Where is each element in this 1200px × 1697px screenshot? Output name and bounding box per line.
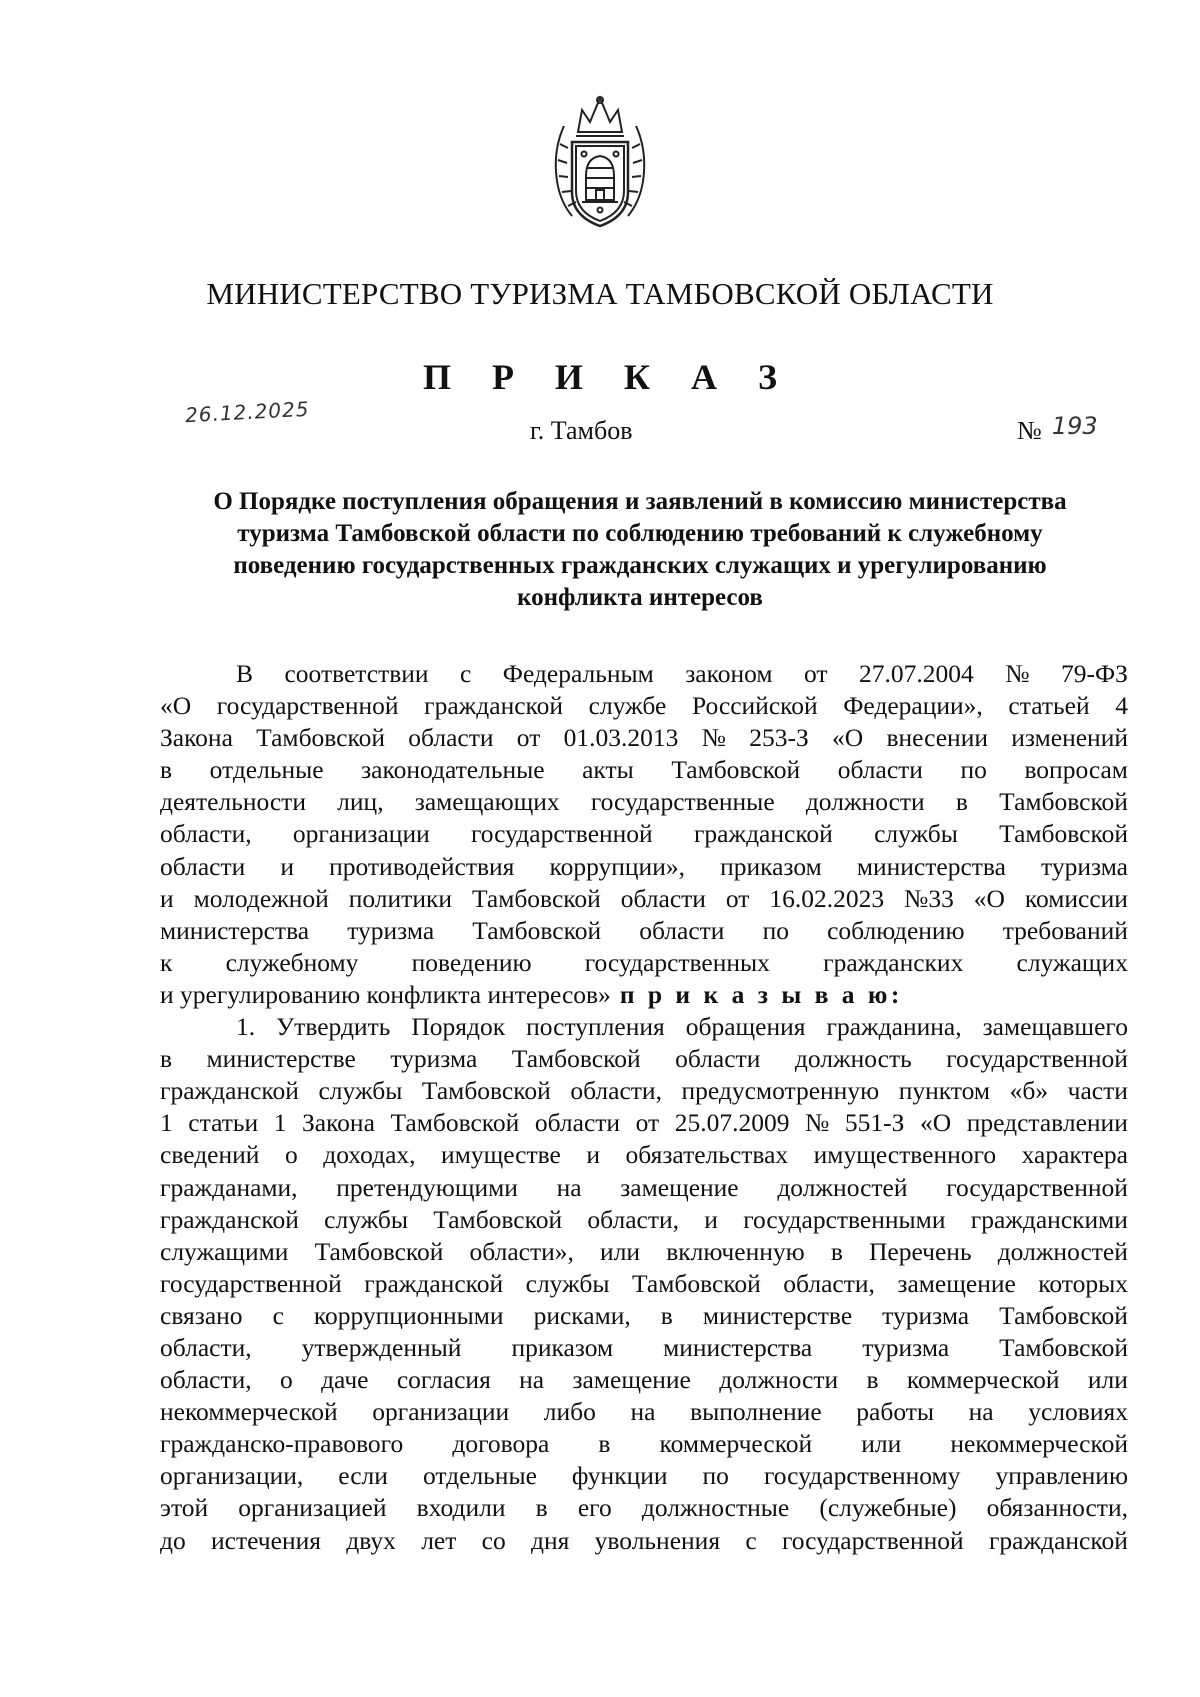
word: на — [519, 1365, 545, 1395]
order-subject — [150, 486, 1130, 614]
body-line — [160, 1236, 1128, 1268]
word: пунктом — [898, 1076, 991, 1106]
body-line — [160, 690, 1128, 722]
word: лет — [421, 1525, 457, 1555]
word: В — [236, 659, 254, 688]
tambov-coat-of-arms-icon — [548, 92, 652, 232]
handwritten-number: 193 — [1051, 412, 1098, 440]
word: 4 — [1115, 691, 1128, 721]
word: в — [660, 1300, 673, 1330]
order-directive: п р и к а з ы в а ю: — [619, 979, 903, 1009]
word: и — [704, 1204, 718, 1234]
word: области — [160, 851, 246, 881]
word: должности — [805, 787, 925, 817]
word: Тамбовской — [671, 755, 801, 785]
word: или — [1087, 1365, 1128, 1395]
word: по — [960, 755, 987, 785]
word: 27.07.2004 — [859, 659, 974, 688]
body-line — [160, 1268, 1128, 1300]
word: внесении — [886, 723, 988, 753]
word: до — [160, 1525, 186, 1555]
word: Тамбовской — [433, 1204, 563, 1234]
body-line — [160, 1460, 1128, 1492]
word: выполнение — [690, 1397, 822, 1427]
word: в — [866, 1365, 879, 1395]
word: по — [762, 915, 789, 945]
word: организации, — [160, 1461, 304, 1491]
subject-line: туризма Тамбовской области по соблюдению требований к служебному — [237, 520, 1043, 547]
word: с — [745, 1525, 757, 1555]
word: области, — [570, 1076, 662, 1106]
word: службы — [318, 1076, 403, 1106]
word: 1 — [160, 1108, 173, 1138]
word: службы — [525, 1268, 610, 1298]
word: акты — [582, 755, 634, 785]
word: увольнения — [594, 1525, 721, 1555]
word: области — [639, 915, 725, 945]
word: туризма — [390, 1044, 478, 1074]
subject-line: поведению государственных гражданских служащих и урегулированию — [233, 552, 1047, 579]
word: государственной — [216, 691, 399, 721]
word: обязательствах — [625, 1140, 789, 1170]
word: «б» — [1009, 1076, 1049, 1106]
word: замещающих — [414, 787, 560, 817]
word: №33 — [904, 883, 954, 913]
word: государственной — [470, 819, 653, 849]
word: молодежной — [193, 883, 329, 913]
word: включенную — [666, 1236, 805, 1266]
body-line — [160, 1492, 1128, 1524]
word: доходах, — [323, 1140, 416, 1170]
word: изменений — [1011, 723, 1128, 753]
word: области», — [469, 1236, 574, 1266]
word: и — [586, 1140, 601, 1170]
order-number — [1017, 412, 1098, 446]
word: коррупции», — [549, 851, 685, 881]
word: сведений — [160, 1140, 260, 1170]
body-line — [160, 1075, 1128, 1107]
word: некоммерческой — [950, 1429, 1128, 1459]
word: приказом — [511, 1332, 614, 1362]
word: Утвердить — [276, 1012, 391, 1042]
word: замещавшего — [982, 1012, 1128, 1042]
city-label: г. Тамбов — [530, 416, 633, 445]
word: о — [279, 1365, 293, 1395]
word: служащими — [160, 1236, 289, 1266]
body-line — [160, 883, 1128, 915]
word: статьи — [188, 1108, 259, 1138]
body-line — [160, 1396, 1128, 1428]
word: в — [830, 1236, 843, 1266]
body-line — [160, 915, 1128, 947]
word: Порядок — [411, 1012, 506, 1042]
subject-line: О Порядке поступления обращения и заявлений в комиссию министерства — [213, 488, 1067, 515]
word: Тамбовской — [472, 915, 602, 945]
clause-1-paragraph — [160, 1011, 1128, 1557]
word: со — [481, 1525, 506, 1555]
word: гражданской — [693, 819, 833, 849]
word: соблюдению — [827, 915, 965, 945]
word: претендующими — [336, 1172, 518, 1202]
word: 79-ФЗ — [1061, 659, 1128, 688]
word: от — [725, 883, 750, 913]
ministry-name: МИНИСТЕРСТВО ТУРИЗМА ТАМБОВСКОЙ ОБЛАСТИ — [206, 276, 994, 311]
word: соответствии — [284, 659, 429, 688]
word: должность — [794, 1044, 912, 1074]
word: «О — [973, 883, 1005, 913]
word: двух — [346, 1525, 396, 1555]
word: и — [280, 851, 294, 881]
word: гражданина, — [826, 1012, 962, 1042]
word: работы — [856, 1397, 935, 1427]
body-line — [160, 1139, 1128, 1171]
word: области — [837, 755, 923, 785]
word: имуществе — [441, 1140, 561, 1170]
word: лиц, — [337, 787, 384, 817]
word: (служебные) — [819, 1493, 957, 1523]
word: в — [535, 1493, 548, 1523]
word: организацией — [238, 1493, 387, 1523]
body-line — [160, 1300, 1128, 1332]
word: службе — [588, 691, 667, 721]
word: области — [675, 1044, 761, 1074]
word: требований — [1002, 915, 1128, 945]
word: гражданами, — [160, 1172, 298, 1202]
word: 1 — [273, 1108, 287, 1138]
word: согласия — [396, 1365, 491, 1395]
word: государственной — [160, 1268, 342, 1298]
word: или — [600, 1236, 641, 1266]
word: Закона — [160, 723, 233, 753]
word: области — [408, 723, 494, 753]
word: приказом — [720, 851, 822, 881]
word: министерстве — [206, 1044, 356, 1074]
word: части — [1067, 1076, 1128, 1106]
word: министерства — [160, 915, 310, 945]
word: «О — [920, 1108, 952, 1138]
word: области — [620, 883, 706, 913]
body-line — [160, 947, 1128, 979]
word: служащих — [1016, 947, 1128, 977]
body-line — [160, 1428, 1128, 1460]
word: в — [160, 755, 173, 785]
word: служебному — [225, 947, 359, 977]
word: министерства — [663, 1332, 813, 1362]
word: государственной — [781, 1525, 964, 1555]
body-line — [160, 818, 1128, 850]
word: «О — [160, 691, 192, 721]
word: гражданской — [364, 1268, 504, 1298]
word: области, — [160, 819, 252, 849]
word: рисками, — [533, 1300, 631, 1330]
word: деятельности — [160, 787, 306, 817]
word: Перечень — [868, 1236, 972, 1266]
word: 253-З — [749, 723, 809, 753]
word: с — [272, 1300, 284, 1330]
body-line — [160, 786, 1128, 818]
word: комиссии — [1024, 883, 1128, 913]
word: на — [630, 1397, 656, 1427]
word: гражданской — [160, 1204, 299, 1234]
word: к — [160, 947, 173, 977]
word: о — [284, 1140, 298, 1170]
word: Федеральным — [502, 659, 654, 688]
word: государственной — [946, 1172, 1128, 1202]
body-line — [160, 1011, 1128, 1043]
word: должности — [719, 1365, 839, 1395]
word: и — [160, 883, 174, 913]
word: Тамбовской — [256, 723, 385, 753]
word: имущественного — [813, 1140, 997, 1170]
word: Закона — [302, 1108, 375, 1138]
word: вопросам — [1024, 755, 1128, 785]
word: гражданских — [823, 947, 964, 977]
body-line — [160, 1525, 1128, 1557]
word: договора — [452, 1429, 550, 1459]
word: поведению — [411, 947, 532, 977]
word: замещение — [897, 1268, 1016, 1298]
word: связано — [160, 1300, 243, 1330]
word: гражданско-правового — [160, 1429, 404, 1459]
word: службы — [324, 1204, 409, 1234]
word: гражданской — [160, 1076, 299, 1106]
word: его — [577, 1493, 612, 1523]
word: с — [460, 659, 472, 688]
word: Тамбовской — [421, 1076, 551, 1106]
word: которых — [1038, 1268, 1128, 1298]
word: законом — [685, 659, 773, 688]
word: утвержденный — [301, 1332, 462, 1362]
word: области, — [160, 1365, 252, 1395]
word: поступления — [526, 1012, 665, 1042]
word: замещение — [620, 1172, 739, 1202]
word: законодательные — [361, 755, 545, 785]
word: Российской — [691, 691, 818, 721]
body-line — [160, 979, 1128, 1011]
preamble-paragraph — [160, 658, 1128, 1011]
word: статьей — [1008, 691, 1090, 721]
word: 551-З — [844, 1108, 905, 1138]
word: Федерации», — [843, 691, 983, 721]
body-line — [160, 1107, 1128, 1139]
word: области, — [587, 1204, 680, 1234]
word: если — [338, 1461, 388, 1491]
word: политики — [348, 883, 453, 913]
word: № — [805, 1108, 830, 1138]
word: службы — [874, 819, 958, 849]
word: представлении — [966, 1108, 1128, 1138]
word: Тамбовской — [471, 883, 601, 913]
word: от — [516, 723, 541, 753]
body-line — [160, 722, 1128, 754]
word: туризма — [882, 1300, 970, 1330]
word: 25.07.2009 — [674, 1108, 790, 1138]
word: туризма — [347, 915, 435, 945]
word: этой — [160, 1493, 209, 1523]
word: области, — [783, 1268, 875, 1298]
word: Тамбовской — [314, 1236, 444, 1266]
word: коммерческой — [906, 1365, 1060, 1395]
word: либо — [543, 1397, 596, 1427]
word: от — [635, 1108, 660, 1138]
word: должностей — [997, 1236, 1128, 1266]
order-body — [160, 658, 1128, 1557]
word: 16.02.2023 — [769, 883, 885, 913]
word: государственные — [590, 787, 775, 817]
word: предусмотренную — [681, 1076, 880, 1106]
word: Тамбовской — [511, 1044, 641, 1074]
word: Тамбовской — [999, 819, 1128, 849]
word: 01.03.2013 — [563, 723, 679, 753]
word: функции — [571, 1461, 668, 1491]
word: истечения — [211, 1525, 321, 1555]
word: Тамбовской — [390, 1108, 520, 1138]
body-line — [160, 1364, 1128, 1396]
subject-line: конфликта интересов — [517, 584, 763, 611]
body-line — [160, 754, 1128, 786]
body-line — [160, 1332, 1128, 1364]
word: в — [955, 787, 968, 817]
word: управлению — [995, 1461, 1128, 1491]
word: или — [861, 1429, 902, 1459]
word: Тамбовской — [999, 1332, 1128, 1362]
word: туризма — [1041, 851, 1128, 881]
word: дня — [531, 1525, 570, 1555]
word: некоммерческой — [160, 1397, 338, 1427]
word: коррупционными — [313, 1300, 504, 1330]
word: министерстве — [702, 1300, 853, 1330]
word: характера — [1021, 1140, 1128, 1170]
word: на — [556, 1172, 582, 1202]
word: на — [968, 1397, 994, 1427]
word: министерства — [856, 851, 1006, 881]
word: № — [1005, 659, 1030, 688]
word: в — [598, 1429, 611, 1459]
word: области, — [160, 1332, 252, 1362]
body-line — [160, 1172, 1128, 1204]
word: Тамбовской — [631, 1268, 761, 1298]
word: «О — [832, 723, 864, 753]
word: государственной — [946, 1044, 1128, 1074]
word: государственными — [743, 1204, 946, 1234]
word: от — [803, 659, 828, 688]
word: гражданскими — [970, 1204, 1128, 1234]
word: входили — [416, 1493, 506, 1523]
number-sign: № — [1017, 416, 1042, 445]
body-line — [160, 851, 1128, 883]
word: организации — [292, 819, 430, 849]
word: гражданской — [988, 1525, 1128, 1555]
word: области — [534, 1108, 621, 1138]
word: № — [701, 723, 726, 753]
word: государственному — [763, 1461, 961, 1491]
word: должностей — [777, 1172, 908, 1202]
body-line — [160, 658, 1128, 690]
word: организации — [372, 1397, 510, 1427]
word: замещение — [572, 1365, 691, 1395]
word: отдельные — [209, 755, 324, 785]
word: Тамбовской — [999, 787, 1128, 817]
word: противодействия — [329, 851, 515, 881]
body-line-text: и урегулированию конфликта интересов» — [160, 979, 611, 1009]
word: отдельные — [422, 1461, 537, 1491]
word: 1. — [236, 1012, 256, 1042]
document-type-title: П Р И К А З — [422, 357, 794, 397]
word: должностные — [641, 1493, 790, 1523]
word: гражданской — [424, 691, 564, 721]
word: туризма — [862, 1332, 950, 1362]
word: даче — [321, 1365, 369, 1395]
word: государственных — [584, 947, 770, 977]
word: Тамбовской — [999, 1300, 1128, 1330]
word: обязанности, — [986, 1493, 1128, 1523]
body-line — [160, 1043, 1128, 1075]
handwritten-date: 26.12.2025 — [184, 396, 311, 428]
body-line — [160, 1204, 1128, 1236]
word: условиях — [1028, 1397, 1128, 1427]
word: обращения — [685, 1012, 806, 1042]
word: по — [702, 1461, 729, 1491]
word: коммерческой — [659, 1429, 813, 1459]
word: в — [160, 1044, 173, 1074]
